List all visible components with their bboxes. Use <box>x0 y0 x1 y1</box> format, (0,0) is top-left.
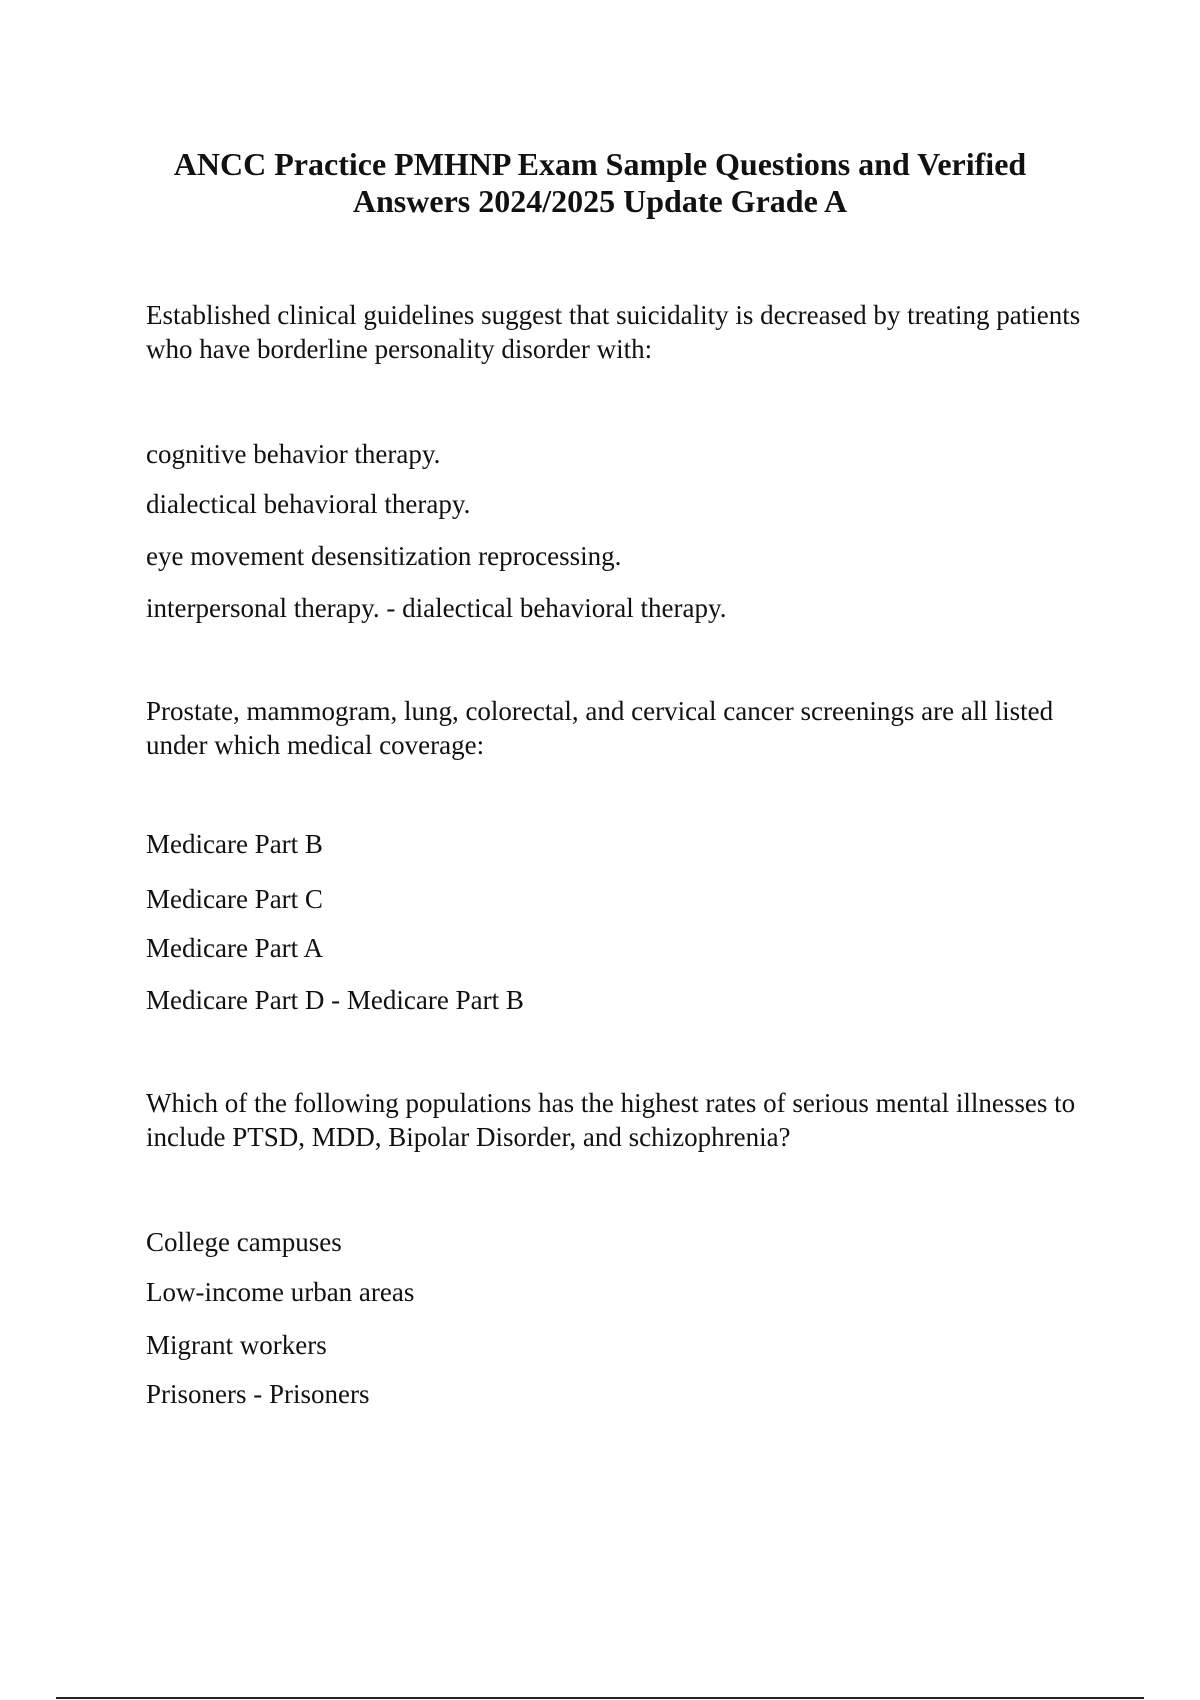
document-title <box>120 146 1080 220</box>
question-3-option-3: Migrant workers <box>146 1330 327 1360</box>
question-2-option-1: Medicare Part B <box>146 829 323 859</box>
title-line-1: ANCC Practice PMHNP Exam Sample Questions and Verified <box>173 146 1027 182</box>
question-2-text: Prostate, mammogram, lung, colorectal, and cervical cancer screenings are all listed under which medical coverage: <box>146 696 1054 760</box>
question-1-option-3: eye movement desensitization reprocessing. <box>146 541 622 571</box>
question-3-text: Which of the following populations has the highest rates of serious mental illnesses to include PTSD, MDD, Bipolar Disorder, and schizophrenia? <box>146 1088 1076 1152</box>
question-3-option-2: Low-income urban areas <box>146 1277 415 1307</box>
question-2-option-3: Medicare Part A <box>146 933 323 963</box>
question-3-option-1: College campuses <box>146 1227 342 1257</box>
footer-divider <box>56 1697 1144 1699</box>
title-line-2: Answers 2024/2025 Update Grade A <box>352 183 848 219</box>
question-2-option-4: Medicare Part D - Medicare Part B <box>146 985 524 1015</box>
question-1-option-4: interpersonal therapy. - dialectical behavioral therapy. <box>146 593 727 623</box>
question-2-option-2: Medicare Part C <box>146 884 323 914</box>
question-3-option-4: Prisoners - Prisoners <box>146 1379 370 1409</box>
question-1-option-1: cognitive behavior therapy. <box>146 439 441 469</box>
question-1-option-2: dialectical behavioral therapy. <box>146 489 471 519</box>
question-1-text: Established clinical guidelines suggest that suicidality is decreased by treating patients who have borderline personality disorder with: <box>146 300 1081 364</box>
